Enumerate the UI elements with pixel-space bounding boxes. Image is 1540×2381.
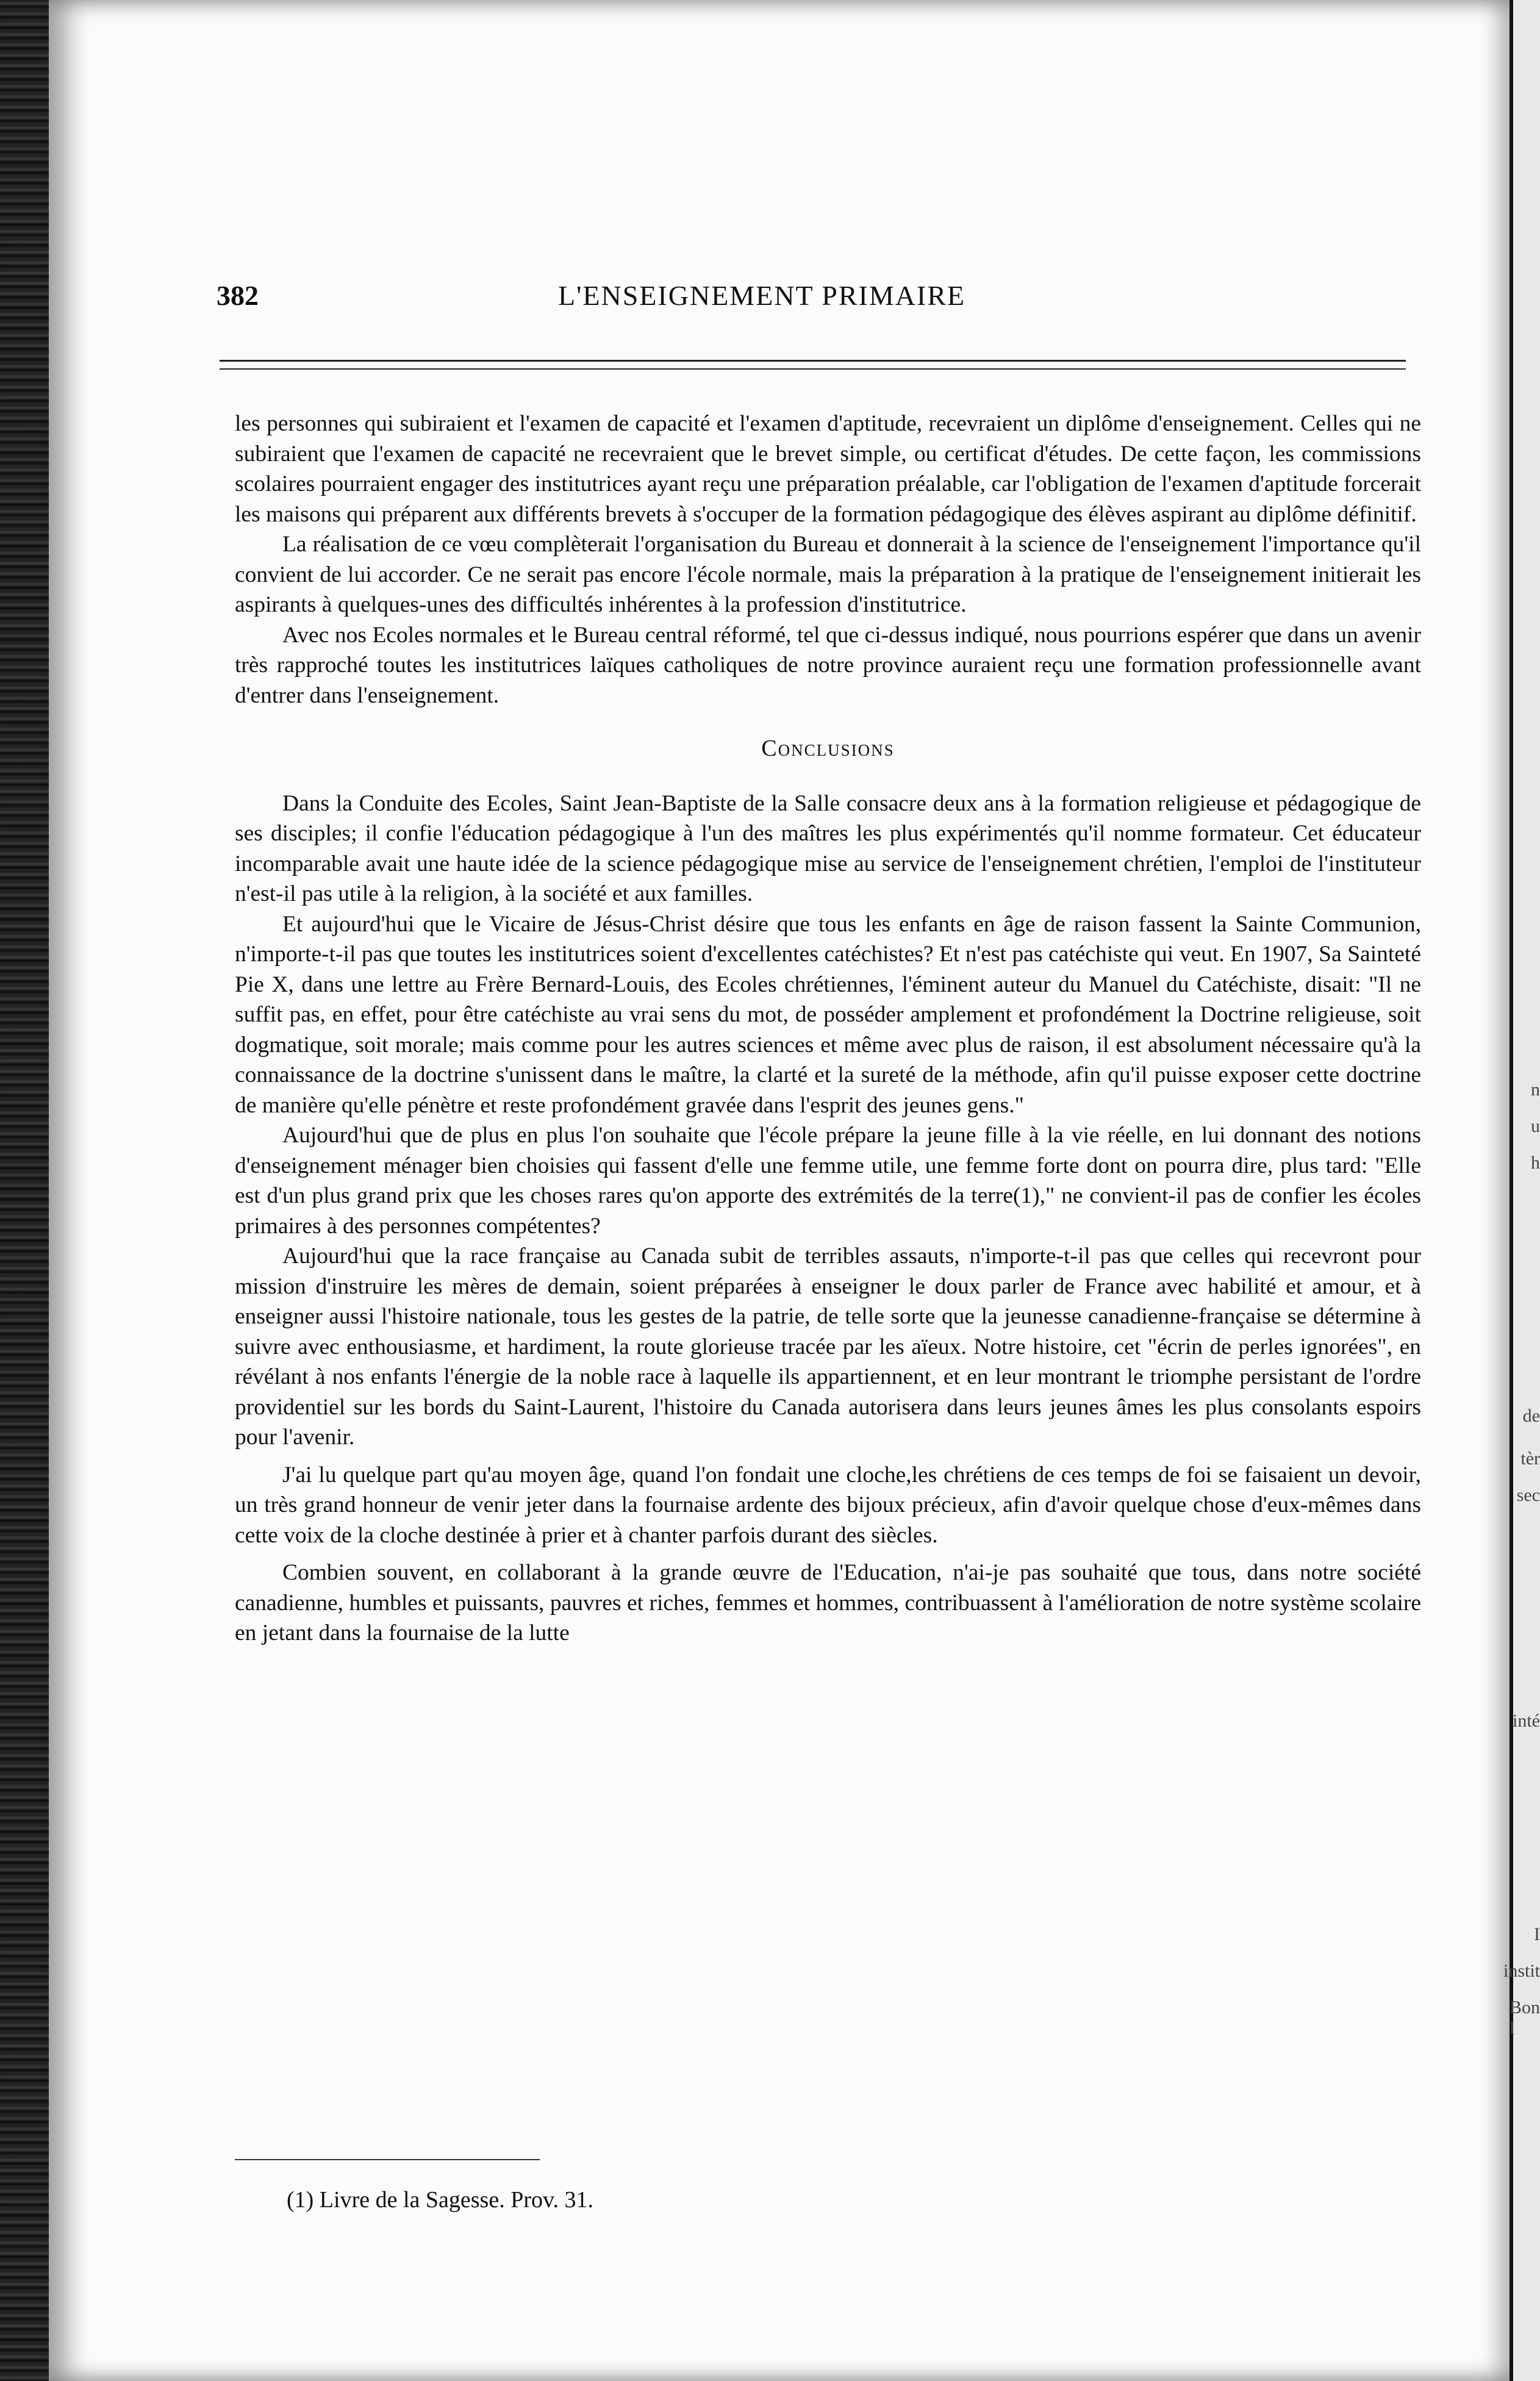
footnote-rule: [235, 2159, 540, 2160]
facing-page-fragment: h: [1531, 1153, 1540, 1173]
paragraph: Dans la Conduite des Ecoles, Saint Jean-Baptiste de la Salle consacre deux ans à la formation religieuse et pédagogique de ses disciples; il confie l'éducation pédagogique à l'un des maîtres les plus expérimentés qu'il nomme formateur. Cet éducateur incomparable avait une haute idée de la science pédagogique mise au service de l'enseignement chrétien, l'emploi de l'instituteur n'est-il pas utile à la religion, à la société et aux familles.: [235, 790, 1421, 906]
paragraph: les personnes qui subiraient et l'examen de capacité et l'examen d'aptitude, recevraient un diplôme d'enseignement. Celles qui ne subiraient que l'examen de capacité ne recevraient que le brevet simple, ou certificat d'études. De cette façon, les commissions scolaires pourraient engager des institutrices ayant reçu une préparation préalable, car l'obligation de l'examen d'aptitude forcerait les maisons qui préparent aux différents brevets à s'occuper de la formation pédagogique des élèves aspirant au diplôme définitif.: [235, 411, 1421, 527]
header-rule: [220, 360, 1406, 362]
paragraph: Combien souvent, en collaborant à la grande œuvre de l'Education, n'ai-je pas souhaité que tous, dans notre société canadienne, humbles et puissants, pauvres et riches, femmes et hommes, contribuassent à l'amélioration de notre système scolaire en jetant dans la fournaise de la lutte: [235, 1560, 1421, 1645]
facing-page-fragment: u: [1531, 1116, 1540, 1136]
facing-page-fragment: Bon l: [1509, 1997, 1540, 2038]
facing-page-fragment: inté: [1513, 1711, 1540, 1731]
section-heading: Conclusions: [761, 736, 895, 761]
paragraph: La réalisation de ce vœu complèterait l'organisation du Bureau et donnerait à la science de l'enseignement l'importance qu'il convient de lui accorder. Ce ne serait pas encore l'école normale, mais la préparation à la pratique de l'enseignement initierait les aspirants à quelques-unes des difficultés inhérentes à la profession d'institutrice.: [235, 532, 1421, 617]
facing-page-fragment: tèr: [1520, 1448, 1540, 1469]
facing-page-fragment: de: [1522, 1406, 1540, 1426]
binding-shadow: [0, 0, 49, 2381]
paragraph: Et aujourd'hui que le Vicaire de Jésus-Christ désire que tous les enfants en âge de raison fassent la Sainte Communion, n'importe-t-il pas que toutes les institutrices soient d'excellentes catéchistes? Et n'est pas catéchiste qui veut. En 1907, Sa Sainteté Pie X, dans une lettre au Frère Bernard-Louis, des Ecoles chrétiennes, l'éminent auteur du Manuel du Catéchiste, disait: "Il ne suffit pas, en effet, pour être catéchiste au vrai sens du mot, de posséder amplement et profondément la Doctrine religieuse, soit dogmatique, soit morale; mais comme pour les autres sciences et même avec plus de raison, il est absolument nécessaire qu'à la connaissance de la doctrine s'unissent dans le maître, la clarté et la sureté de la méthode, afin qu'il puisse exposer cette doctrine de manière qu'elle pénètre et reste profondément gravée dans l'esprit des jeunes gens.": [235, 911, 1421, 1118]
running-head: [217, 279, 1421, 316]
header-rule: [220, 368, 1406, 370]
page-number: 382: [217, 280, 259, 311]
paragraph: Avec nos Ecoles normales et le Bureau central réformé, tel que ci-dessus indiqué, nous pourrions espérer que dans un avenir très rapproché toutes les institutrices laïques catholiques de notre province auraient reçu une formation professionnelle avant d'entrer dans l'enseignement.: [235, 622, 1421, 708]
facing-page-fragment: n: [1531, 1080, 1540, 1100]
body-text: [235, 409, 1421, 1649]
paragraph: Aujourd'hui que la race française au Canada subit de terribles assauts, n'importe-t-il pas que celles qui recevront pour mission d'instruire les mères de demain, soient préparées à enseigner le doux parler de France avec habilité et amour, et à enseigner aussi l'histoire nationale, tous les gestes de la patrie, de telle sorte que la jeunesse canadienne-française se détermine à suivre avec enthousiasme, et hardiment, la route glorieuse tracée par les aïeux. Notre histoire, cet "écrin de perles ignorées", en révélant à nos enfants l'énergie de la noble race à laquelle ils appartiennent, et en leur montrant le triomphe persistant de l'ordre providentiel sur les bords du Saint-Laurent, l'histoire du Canada autorisera dans leurs jeunes âmes les plus consolants espoirs pour l'avenir.: [235, 1244, 1421, 1450]
paragraph: Aujourd'hui que de plus en plus l'on souhaite que l'école prépare la jeune fille à la vie réelle, en lui donnant des notions d'enseignement ménager bien choisies qui fassent d'elle une femme utile, une femme forte dont on pourra dire, plus tard: "Elle est d'un plus grand prix que les choses rares qu'on apporte des extrémités de la terre(1)," ne convient-il pas de confier les écoles primaires à des personnes compétentes?: [235, 1123, 1421, 1239]
facing-page-fragment: I: [1534, 1924, 1540, 1944]
page-header-title: L'ENSEIGNEMENT PRIMAIRE: [558, 280, 966, 311]
paragraph: J'ai lu quelque part qu'au moyen âge, quand l'on fondait une cloche,les chrétiens de ces temps de foi se faisaient un devoir, un très grand honneur de venir jeter dans la fournaise ardente des bijoux précieux, afin d'avoir quelque chose d'eux-mêmes dans cette voix de la cloche destinée à prier et à chanter parfois durant des siècles.: [235, 1462, 1421, 1548]
facing-page-edge: [1503, 0, 1540, 2381]
facing-page-fragment: instit: [1503, 1961, 1540, 1981]
footnote: (1) Livre de la Sagesse. Prov. 31.: [287, 2187, 594, 2213]
facing-page-fragment: sec: [1516, 1485, 1540, 1505]
